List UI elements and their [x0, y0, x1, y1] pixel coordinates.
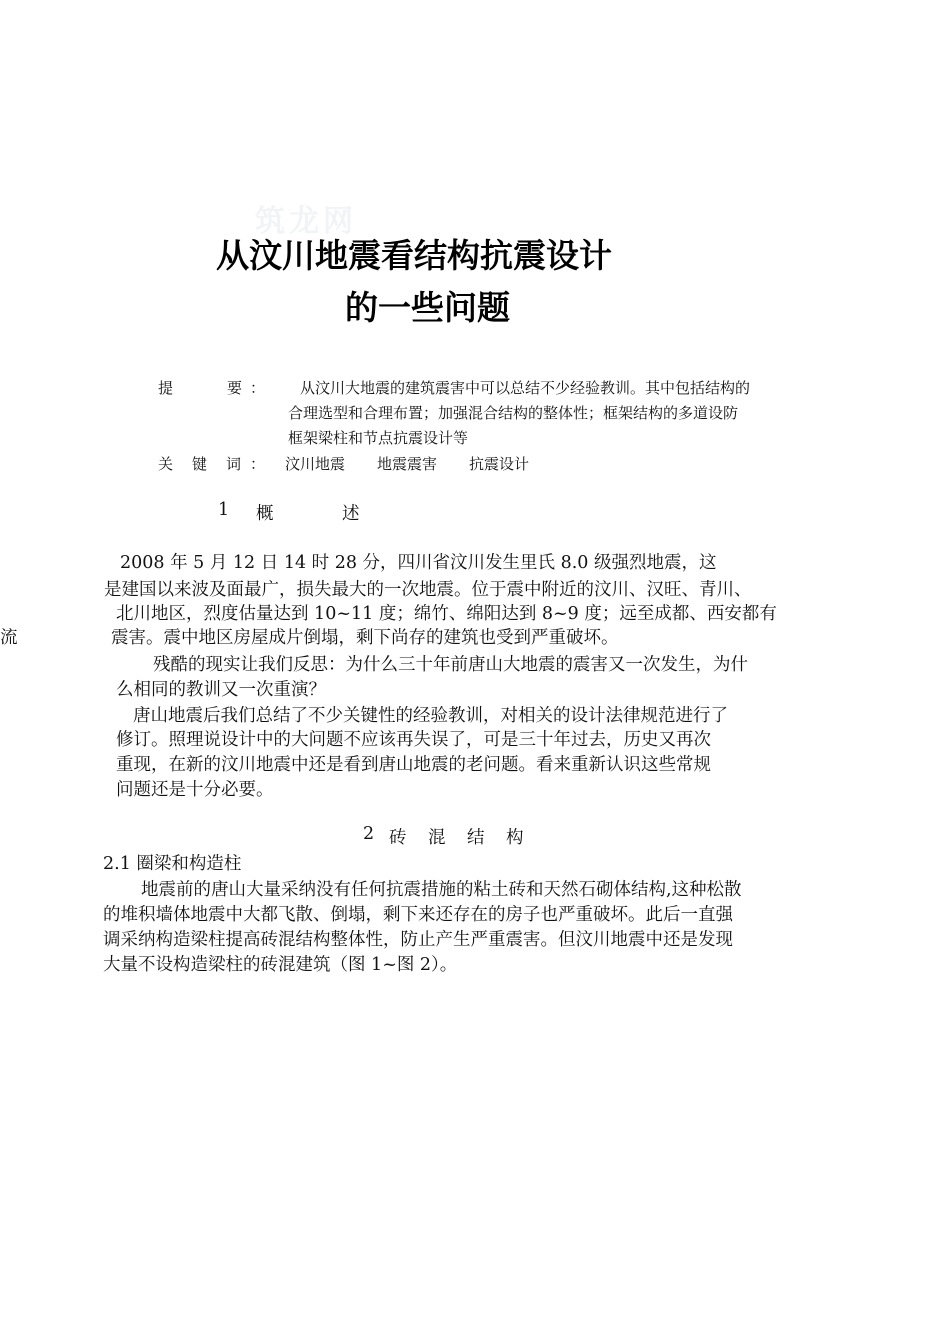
keyword: 地震震害: [377, 455, 438, 473]
keywords-label-colon: ：: [250, 455, 266, 473]
section-number: 2: [363, 824, 375, 844]
margin-mark: 流: [0, 628, 18, 648]
paragraph-line: 调采纳构造梁柱提高砖混结构整体性，防止产生严重震害。但汶川地震中还是发现: [103, 930, 733, 950]
paragraph-line: 残酷的现实让我们反思：为什么三十年前唐山大地震的震害又一次发生，为什: [153, 655, 748, 675]
abstract-line: 从汶川大地震的建筑震害中可以总结不少经验教训。其中包括结构的: [300, 379, 751, 397]
paragraph-line: 2008 年 5 月 12 日 14 时 28 分，四川省汶川发生里氏 8.0 级强烈地震，这: [120, 553, 717, 573]
section-title-char: 混: [428, 828, 446, 848]
keywords-label-char: 关: [158, 455, 174, 473]
paragraph-line: 么相同的教训又一次重演？: [116, 680, 326, 700]
watermark: 筑龙网: [255, 204, 357, 239]
doc-title-line-1: 从汶川地震看结构抗震设计: [216, 236, 612, 275]
paragraph-line: 修订。照理说设计中的大问题不应该再失误了，可是三十年过去，历史又再次: [116, 730, 711, 750]
section-title-char: 述: [342, 504, 360, 524]
section-title-char: 概: [256, 504, 274, 524]
abstract-label-char: 提: [158, 379, 174, 397]
doc-title-line-2: 的一些问题: [345, 288, 510, 327]
paragraph-line: 震害。震中地区房屋成片倒塌，剩下尚存的建筑也受到严重破坏。: [111, 628, 619, 648]
abstract-label-char: 要: [227, 379, 243, 397]
subsection-heading: 2.1 圈梁和构造柱: [103, 854, 242, 874]
paragraph-line: 唐山地震后我们总结了不少关键性的经验教训，对相关的设计法律规范进行了: [133, 706, 728, 726]
paragraph-line: 地震前的唐山大量采纳没有任何抗震措施的粘土砖和天然石砌体结构,这种松散: [141, 880, 742, 900]
keyword: 抗震设计: [469, 455, 530, 473]
abstract-line: 合理选型和合理布置；加强混合结构的整体性；框架结构的多道设防: [288, 404, 739, 422]
keyword: 汶川地震: [285, 455, 346, 473]
section-title-char: 砖: [389, 828, 407, 848]
paragraph-line: 问题还是十分必要。: [116, 780, 274, 800]
keywords-label-char: 词: [226, 455, 242, 473]
abstract-label-colon: ：: [250, 379, 266, 397]
abstract-line: 框架梁柱和节点抗震设计等: [288, 429, 469, 447]
keywords-label-char: 键: [192, 455, 208, 473]
paragraph-line: 北川地区，烈度估量达到 10~11 度；绵竹、绵阳达到 8~9 度；远至成都、西安都有: [116, 604, 777, 624]
paragraph-line: 重现，在新的汶川地震中还是看到唐山地震的老问题。看来重新认识这些常规: [116, 755, 711, 775]
paragraph-line: 是建国以来波及面最广，损失最大的一次地震。位于震中附近的汶川、汉旺、青川、: [104, 580, 752, 600]
paragraph-line: 的堆积墙体地震中大都飞散、倒塌，剩下来还存在的房子也严重破坏。此后一直强: [103, 905, 733, 925]
section-number: 1: [218, 500, 230, 520]
section-title-char: 结: [467, 828, 485, 848]
paragraph-line: 大量不设构造梁柱的砖混建筑（图 1~图 2）。: [103, 955, 458, 975]
section-title-char: 构: [506, 828, 524, 848]
